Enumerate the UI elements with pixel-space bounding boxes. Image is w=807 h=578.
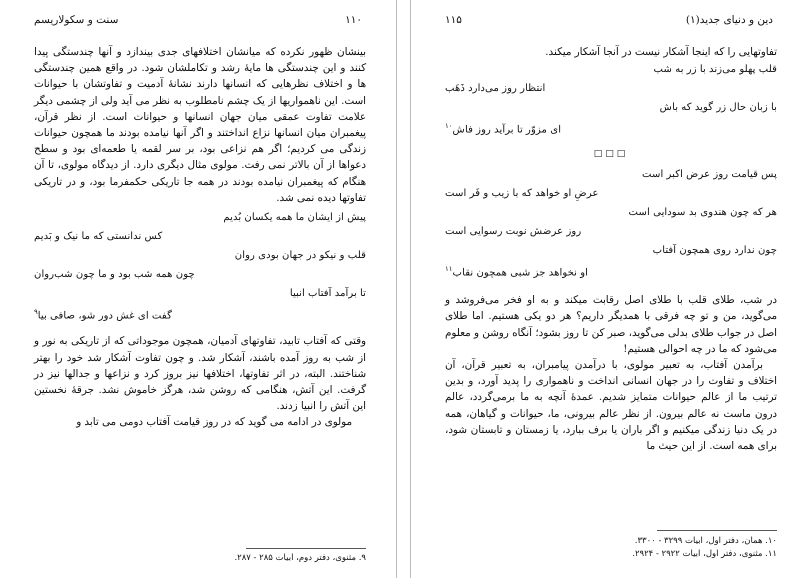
right-paragraph-3: برآمدن آفتاب، به تعبیر مولوی، با درآمدن پیامبران، به تعبیر قرآن، آن اختلاف و تفاوت را در جهان انسانی انداخت و ناهمواری را پدید آورد، و بدین ترتیب ما از عالم حیوانات متمایز شدیم. عمدهٔ آنچه به ما برمی‌گردد، عالم درون ماست نه عالم بیرون. از نظر عالم بیرونی، ما، حیوانات و گیاهان، همه در یک دنیا زندگی میکنیم و اگر باران یا برف ببارد، یا زمستان و تابستان شود، برای همه است. از این حیث ما <box>445 359 777 453</box>
verse-line: هر که چون هندوی بد سودایی است <box>628 206 777 218</box>
verse-line: تا برآمد آفتاب انبیا <box>289 288 366 300</box>
right-page-number: ۱۱۵ <box>445 14 462 26</box>
right-verse-block-2 <box>445 165 777 282</box>
verse-line: روز عرضش نوبت رسوایی است <box>445 225 582 237</box>
left-page <box>0 0 397 578</box>
verse-line: قلب پهلو می‌زند با زر به شب <box>653 64 777 76</box>
left-running-head: سنت و سکولاریسم <box>34 14 119 26</box>
verse-line: عرضِ او خواهد که با زیب و فَر است <box>445 187 599 199</box>
left-page-header <box>34 14 362 32</box>
verse-line <box>445 117 777 139</box>
right-verse-block-1 <box>445 60 777 139</box>
verse-line <box>445 260 777 282</box>
footnote: ۱۱. مثنوی، دفتر اول، ابیات ۲۹۲۲ - ۲۹۲۴. <box>632 549 777 559</box>
verse-line <box>34 303 366 325</box>
verse-line: با زبان حال زر گوید که باش <box>659 102 777 114</box>
right-page-header <box>445 14 773 32</box>
left-footnotes <box>34 552 366 565</box>
right-paragraph-2: در شب، طلای قلب با طلای اصل رقابت میکند و به او فخر می‌فروشد و می‌گوید، من و تو چه فرقی با همدیگر داریم؟ هر دو یکی هستیم. اما طلای اصل در جواب طلای بدلی می‌گوید، صبر کن تا روز بشود؛ آنگاه روشن و معلوم می‌شود که ما در چه احوالی هستیم! <box>445 294 777 355</box>
footnote-rule <box>246 548 366 549</box>
verse-line: چون ندارد روی همچون آفتاب <box>652 244 777 256</box>
right-paragraph-1: تفاوتهایی را که اینجا آشکار نیست در آنجا آشکار میکند. <box>545 46 777 58</box>
verse-line: چون همه شب بود و ما چون شب‌روان <box>34 269 195 281</box>
verse-line: پس قیامت روز عرض اکبر است <box>641 168 777 180</box>
right-footnotes <box>445 535 777 561</box>
footnote-marker: ۹ <box>34 308 38 317</box>
left-page-number: ۱۱۰ <box>345 14 362 26</box>
verse-line: پیش از ایشان ما همه یکسان بُدیم <box>223 212 366 224</box>
footnote-marker: ۱۱ <box>445 264 453 273</box>
verse-line: قلب و نیکو در جهان بودی روان <box>234 250 366 262</box>
left-verse-block <box>34 208 366 325</box>
footnote-marker: ۱۰ <box>445 122 453 131</box>
verse-text: ای مزوّر تا برآید روز فاش <box>452 124 562 136</box>
left-paragraph-3: مولوی در ادامه می گوید که در روز قیامت آفتاب دومی می تابد و <box>76 416 352 429</box>
footnote-rule <box>657 530 777 531</box>
verse-line: انتظار روز می‌دارد ذَهَب <box>445 83 546 95</box>
verse-text: گفت ای غش دور شو، صافی بیا <box>37 310 172 322</box>
section-separator: □□□ <box>593 148 629 159</box>
right-page <box>410 0 807 578</box>
verse-line: کس ندانستی که ما نیک و بَدیم <box>34 231 163 243</box>
right-running-head: دین و دنیای جدید(۱) <box>685 14 773 26</box>
verse-text: او نخواهد جز شبی همچون نقاب <box>452 267 588 279</box>
footnote: ۱۰. همان، دفتر اول، ابیات ۳۲۹۹ - ۳۳۰۰. <box>634 536 777 546</box>
right-page-body <box>445 44 777 454</box>
footnote: ۹. مثنوی، دفتر دوم، ابیات ۲۸۵ - ۲۸۷. <box>234 553 366 563</box>
left-paragraph-1: بینشان ظهور نکرده که میانشان اختلافهای جدی بیندازد و آنها چندستگی پیدا کنند و این چندستگی ها مایهٔ رشد و تکاملشان شود. در واقع همین چندستگی ها و اختلاف نظرهایی که انسانها دارند نشانهٔ آدمیت و تفاوتشان با حیوانات است. این ناهمواریها از یک چشم نامطلوب به نظر می آید ولی از چشمی دیگر علامت تفاوت عمقی میان جهان انسانها و حیوانات است. از نظر قرآن، پیغمبران میان انسانها نزاع انداختند و اگر آنها نیامده بودند ما همچون حیوانات زندگی می کردیم؛ اگر هم نزاعی بود، بر سر لقمه یا طعمه‌ای بود و سطح دعواها از آن بالاتر نمی رفت. مولوی مثال دیگری دارد. از دیدگاه مولوی، تا آن هنگام که پیغمبران نیامده بودند در همه جا تاریکی حکمفرما بود، و در تاریکی تفاوتها دیده نمی شد. <box>34 46 366 204</box>
left-paragraph-2: وقتی که آفتاب تابید، تفاوتهای آدمیان، همچون موجوداتی که از تاریکی به نور و از شب به روز آمده باشند، آشکار شد. و چون تفاوت آشکار شد خود را بهتر شناختند. البته، در اثر تفاوتها، اختلافها نیز بروز کرد و نزاعها و جدالها نیز در گرفت. این آتش، هنگامی که روشن شد، هرگز خاموش نشد. جرقهٔ نخستین این آتش را انبیا زدند. <box>34 335 366 413</box>
left-page-body <box>34 44 366 431</box>
